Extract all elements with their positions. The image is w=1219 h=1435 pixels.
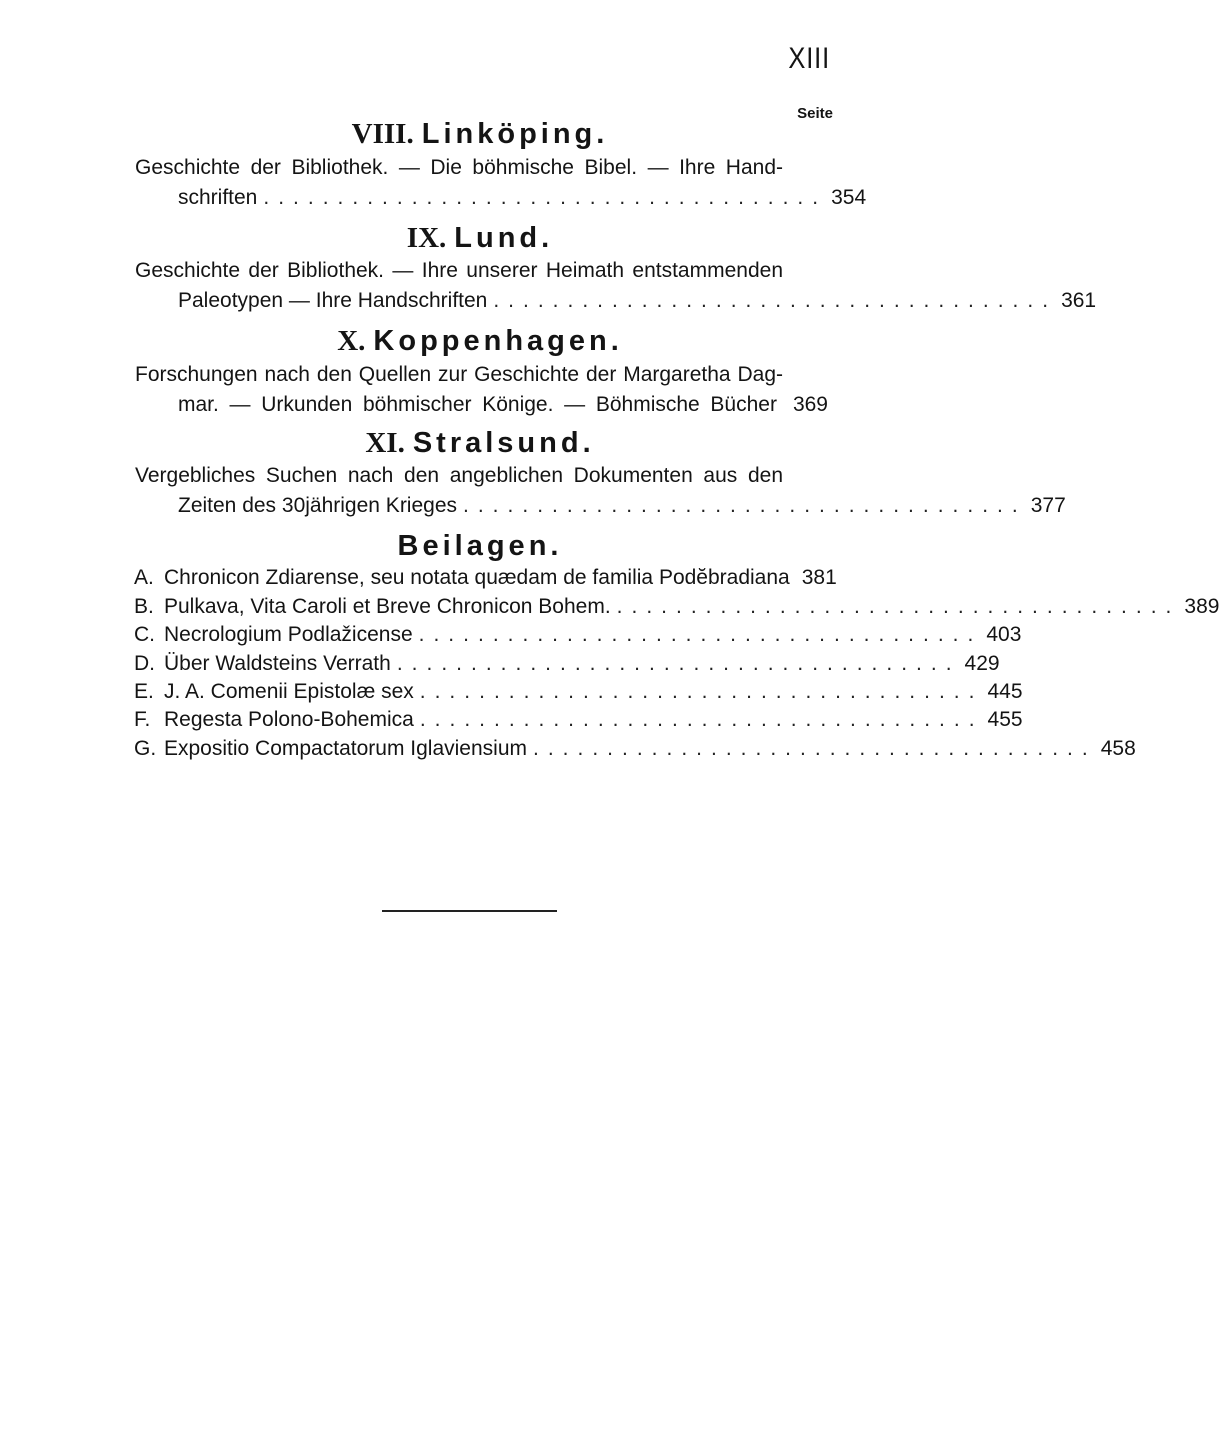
- section-roman: XI.: [365, 427, 405, 459]
- beilage-entry: [134, 708, 1023, 732]
- section-roman: VIII.: [351, 118, 414, 150]
- toc-line: [135, 259, 783, 283]
- toc-line-text: Vergebliches Suchen nach den angeblichen Dokumenten aus den: [135, 464, 783, 487]
- toc-line-text: Paleotypen — Ihre Handschriften: [178, 289, 488, 312]
- section-place: Linköping.: [421, 118, 609, 150]
- toc-page-number: 458: [1100, 737, 1136, 760]
- beilage-title: J. A. Comenii Epistolæ sex: [164, 680, 414, 703]
- toc-line: [135, 156, 783, 180]
- toc-page-number: 361: [1061, 289, 1097, 312]
- toc-line-text: mar. — Urkunden böhmischer Könige. — Böhmische Bücher: [178, 393, 777, 416]
- beilage-title: Pulkava, Vita Caroli et Breve Chronicon Bohem.: [164, 595, 611, 618]
- beilage-letter: E.: [134, 680, 154, 703]
- beilage-entry: [134, 623, 1022, 647]
- section-roman: X.: [337, 325, 366, 357]
- toc-page-number: 354: [831, 186, 867, 209]
- toc-entry: [178, 494, 1066, 518]
- section-heading-koppenhagen: [0, 325, 960, 358]
- beilage-letter: D.: [134, 652, 155, 675]
- beilage-title: Chronicon Zdiarense, seu notata quædam de familia Podĕbradiana: [164, 566, 790, 589]
- toc-page-number: 445: [987, 680, 1023, 703]
- beilage-entry: [134, 680, 1023, 704]
- beilage-entry: [134, 652, 1000, 676]
- leader-dots: ......................................: [463, 494, 1027, 517]
- toc-line: [135, 464, 783, 488]
- section-heading-linkoeping: [0, 118, 960, 151]
- beilage-entry: [134, 595, 1219, 619]
- toc-page-number: 381: [801, 566, 837, 589]
- leader-dots: ......................................: [616, 595, 1181, 618]
- toc-page-number: 429: [964, 652, 1000, 675]
- section-place: Stralsund.: [412, 427, 595, 459]
- toc-line-text: schriften: [178, 186, 258, 209]
- beilage-entry: [134, 566, 837, 590]
- beilage-letter: B.: [134, 595, 154, 618]
- toc-line-text: Geschichte der Bibliothek. — Ihre unserer Heimath entstammenden: [135, 259, 783, 282]
- section-place: Lund.: [454, 222, 554, 254]
- page-number: XIII: [788, 42, 830, 75]
- leader-dots: ......................................: [263, 186, 828, 209]
- toc-page-number: 403: [986, 623, 1022, 646]
- beilage-title: Regesta Polono-Bohemica: [164, 708, 414, 731]
- beilage-letter: F.: [134, 708, 151, 731]
- leader-dots: ......................................: [418, 623, 983, 646]
- toc-entry: [178, 393, 828, 417]
- beilage-letter: C.: [134, 623, 155, 646]
- beilage-title: Über Waldsteins Verrath: [164, 652, 391, 675]
- toc-page-number: 455: [987, 708, 1023, 731]
- beilagen-heading: Beilagen.: [397, 530, 563, 562]
- toc-page-number: 389: [1184, 595, 1219, 618]
- beilage-letter: A.: [134, 566, 154, 589]
- toc-line-text: Geschichte der Bibliothek. — Die böhmische Bibel. — Ihre Hand-: [135, 156, 783, 179]
- toc-line-text: Forschungen nach den Quellen zur Geschichte der Margaretha Dag-: [135, 363, 783, 386]
- beilage-entry: [134, 737, 1136, 761]
- toc-page-number: 377: [1030, 494, 1066, 517]
- toc-line-text: Zeiten des 30jährigen Krieges: [178, 494, 458, 517]
- closing-rule: [382, 910, 557, 912]
- leader-dots: ......................................: [533, 737, 1097, 760]
- section-place: Koppenhagen.: [373, 325, 623, 357]
- seite-label: Seite: [797, 105, 833, 122]
- beilage-title: Expositio Compactatorum Iglaviensium: [164, 737, 527, 760]
- leader-dots: ......................................: [493, 289, 1058, 312]
- section-heading-lund: [0, 222, 960, 255]
- toc-page-number: 369: [792, 393, 828, 416]
- beilage-title: Necrologium Podlažicense: [164, 623, 413, 646]
- leader-dots: ......................................: [396, 652, 961, 675]
- beilage-letter: G.: [134, 737, 157, 760]
- toc-line: [135, 363, 783, 387]
- toc-entry: [178, 186, 867, 210]
- section-roman: IX.: [406, 222, 447, 254]
- section-heading-stralsund: [0, 427, 960, 460]
- toc-entry: [178, 289, 1097, 313]
- leader-dots: ......................................: [419, 708, 984, 731]
- leader-dots: ......................................: [419, 680, 984, 703]
